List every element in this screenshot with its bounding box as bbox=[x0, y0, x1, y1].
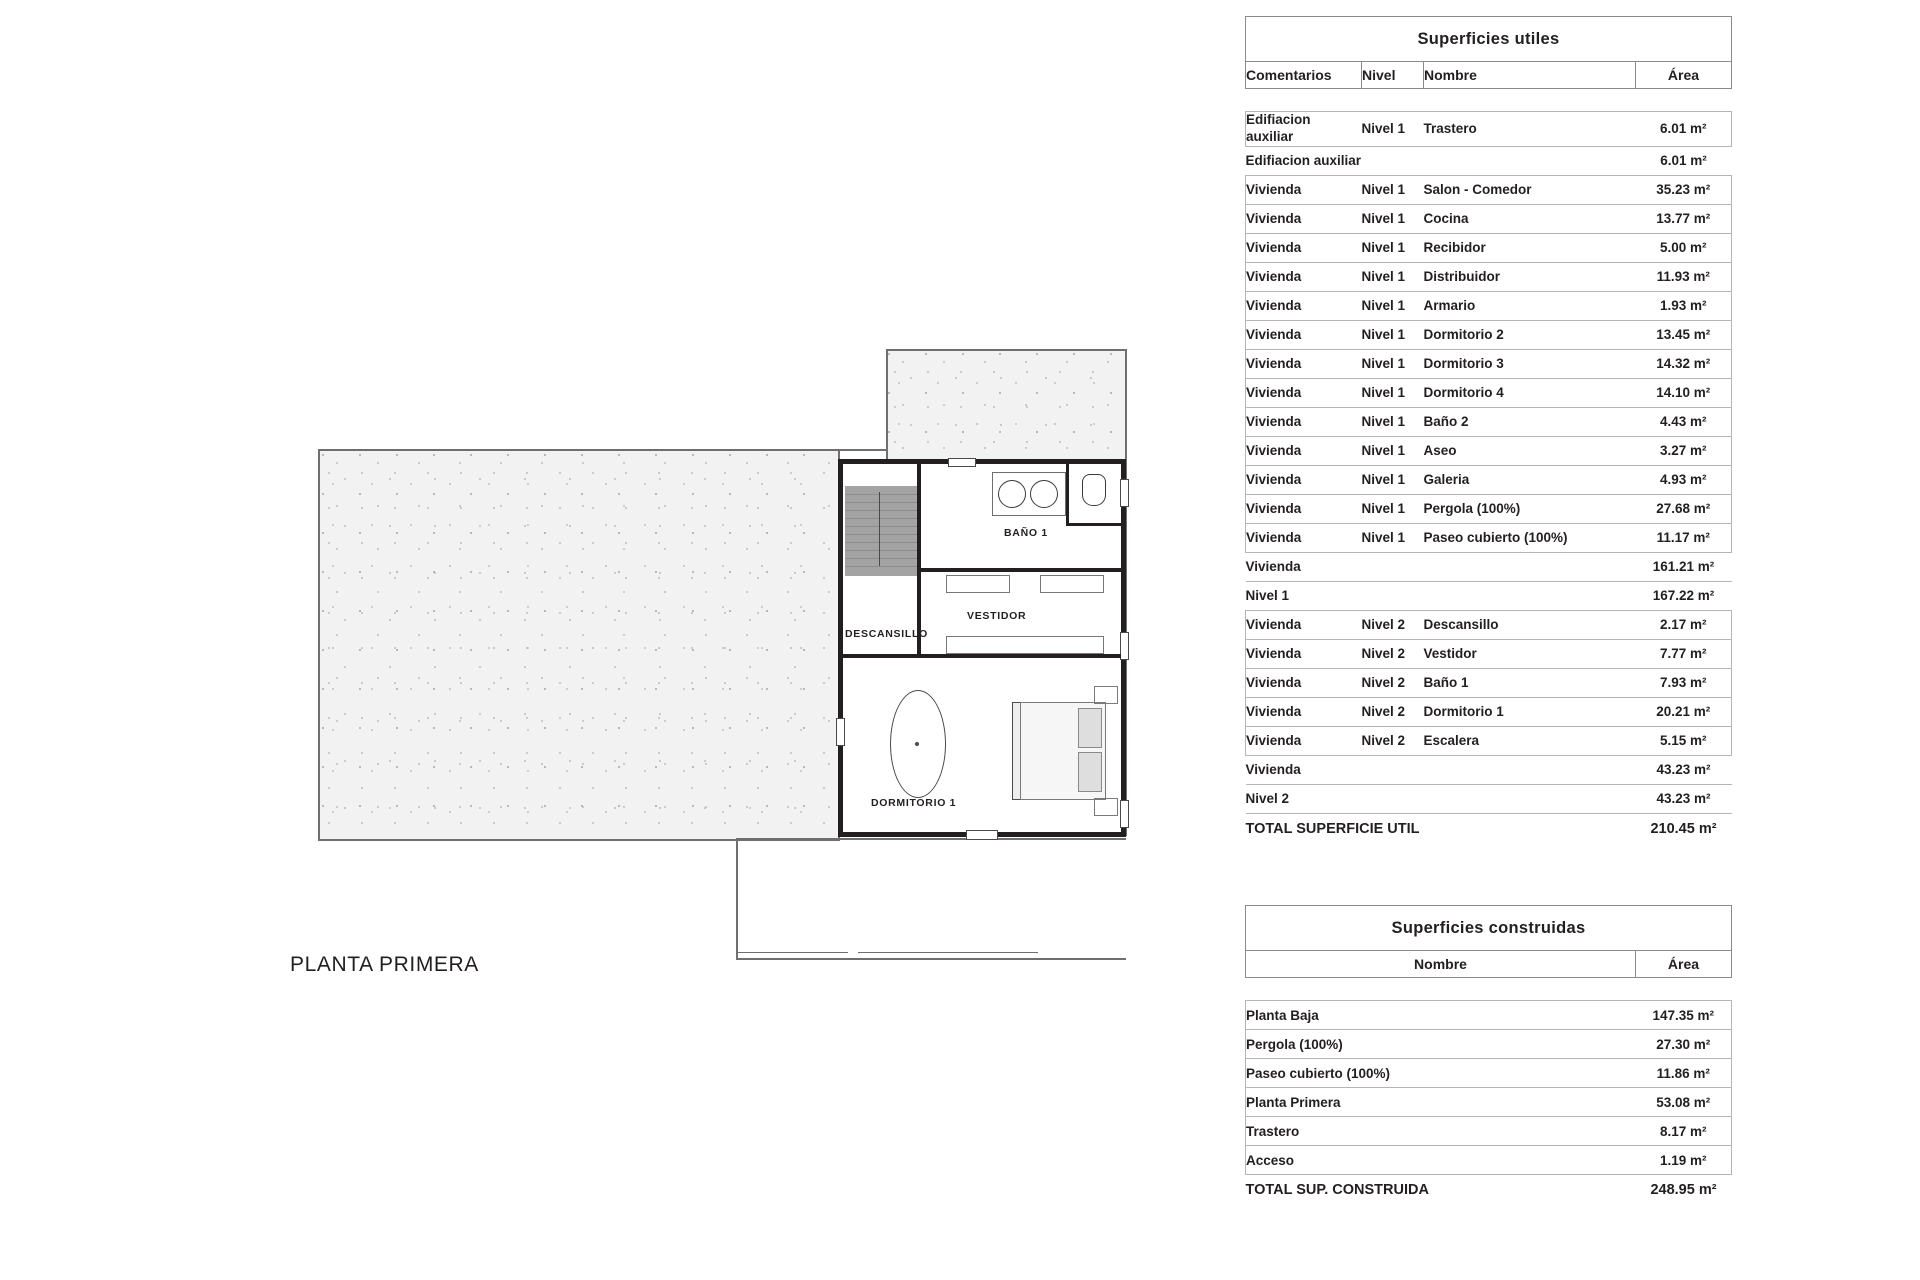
cell-nombre: Armario bbox=[1424, 291, 1636, 320]
terrace-hatch-main bbox=[320, 451, 840, 839]
cell-comentarios: Vivienda bbox=[1246, 668, 1362, 697]
wall-vestidor-bedroom bbox=[843, 654, 1121, 658]
nightstand bbox=[1094, 798, 1118, 816]
cell-nivel: Nivel 1 bbox=[1362, 291, 1424, 320]
cell-area: 2.17 m² bbox=[1636, 610, 1732, 639]
room-label-bano-1: BAÑO 1 bbox=[1004, 527, 1048, 539]
stair-arrow bbox=[879, 492, 880, 566]
closet-run-right bbox=[1040, 575, 1104, 593]
window-opening bbox=[948, 458, 976, 467]
table-subtotal-row bbox=[1246, 755, 1732, 784]
cell-subtotal-area: 43.23 m² bbox=[1636, 755, 1732, 784]
table-row bbox=[1246, 262, 1732, 291]
lower-block-inner-line-2 bbox=[858, 952, 1038, 953]
cell-nombre: Paseo cubierto (100%) bbox=[1246, 1059, 1636, 1088]
table-row bbox=[1246, 233, 1732, 262]
room-label-descansillo: DESCANSILLO bbox=[845, 628, 928, 640]
cell-nivel: Nivel 1 bbox=[1362, 175, 1424, 204]
cell-area: 20.21 m² bbox=[1636, 697, 1732, 726]
table-row bbox=[1246, 523, 1732, 552]
table-subtotal-row bbox=[1246, 552, 1732, 581]
stair-tread bbox=[845, 510, 917, 511]
window-opening bbox=[1120, 800, 1129, 828]
cell-nivel: Nivel 1 bbox=[1362, 349, 1424, 378]
cell-area: 11.86 m² bbox=[1636, 1059, 1732, 1088]
cell-nivel: Nivel 1 bbox=[1362, 112, 1424, 147]
terrace-outline-top bbox=[318, 449, 888, 451]
cell-area: 8.17 m² bbox=[1636, 1117, 1732, 1146]
table-row bbox=[1246, 1001, 1732, 1030]
cell-nombre: Trastero bbox=[1246, 1117, 1636, 1146]
plan-title: PLANTA PRIMERA bbox=[290, 953, 479, 976]
window-opening bbox=[836, 718, 845, 746]
cell-area: 27.68 m² bbox=[1636, 494, 1732, 523]
cell-subtotal-area: 167.22 m² bbox=[1636, 581, 1732, 610]
table-total-row bbox=[1246, 813, 1732, 844]
roof-outline-top bbox=[886, 349, 1127, 351]
cell-subtotal-area: 6.01 m² bbox=[1636, 146, 1732, 175]
cell-nivel: Nivel 1 bbox=[1362, 523, 1424, 552]
utiles-th-nivel: Nivel bbox=[1362, 62, 1424, 89]
cell-nivel: Nivel 1 bbox=[1362, 378, 1424, 407]
cell-comentarios: Vivienda bbox=[1246, 175, 1362, 204]
cell-subtotal-label: Nivel 1 bbox=[1246, 581, 1636, 610]
cell-area: 14.10 m² bbox=[1636, 378, 1732, 407]
table-total-row bbox=[1246, 1175, 1732, 1206]
closet-run-left bbox=[946, 575, 1010, 593]
landing-floor bbox=[845, 578, 917, 656]
utiles-header-row bbox=[1246, 62, 1732, 89]
wall-exterior-top bbox=[838, 459, 1126, 464]
cell-nombre: Baño 2 bbox=[1424, 407, 1636, 436]
cell-area: 3.27 m² bbox=[1636, 436, 1732, 465]
cell-area: 27.30 m² bbox=[1636, 1030, 1732, 1059]
oval-center-dot bbox=[915, 742, 919, 746]
cell-comentarios: Vivienda bbox=[1246, 465, 1362, 494]
utiles-title: Superficies utiles bbox=[1246, 17, 1732, 62]
cell-nivel: Nivel 2 bbox=[1362, 639, 1424, 668]
cell-nivel: Nivel 2 bbox=[1362, 726, 1424, 755]
cell-nivel: Nivel 2 bbox=[1362, 610, 1424, 639]
utiles-th-nombre: Nombre bbox=[1424, 62, 1636, 89]
cell-comentarios: Vivienda bbox=[1246, 494, 1362, 523]
cell-nivel: Nivel 1 bbox=[1362, 204, 1424, 233]
table-row bbox=[1246, 726, 1732, 755]
cell-total-label: TOTAL SUPERFICIE UTIL bbox=[1246, 813, 1636, 844]
cell-area: 11.17 m² bbox=[1636, 523, 1732, 552]
cell-comentarios: Vivienda bbox=[1246, 262, 1362, 291]
table-row bbox=[1246, 465, 1732, 494]
cell-nivel: Nivel 2 bbox=[1362, 697, 1424, 726]
superficies-construidas-table bbox=[1245, 905, 1732, 1205]
cell-subtotal-label: Nivel 2 bbox=[1246, 784, 1636, 813]
cell-comentarios: Edifiacion auxiliar bbox=[1246, 112, 1362, 147]
table-row bbox=[1246, 494, 1732, 523]
cell-nombre: Cocina bbox=[1424, 204, 1636, 233]
cell-nivel: Nivel 1 bbox=[1362, 262, 1424, 291]
cell-area: 4.93 m² bbox=[1636, 465, 1732, 494]
cell-area: 5.15 m² bbox=[1636, 726, 1732, 755]
cell-area: 7.77 m² bbox=[1636, 639, 1732, 668]
cell-nivel: Nivel 1 bbox=[1362, 407, 1424, 436]
pillow bbox=[1078, 752, 1102, 792]
stair-tread bbox=[845, 534, 917, 535]
cell-nombre: Escalera bbox=[1424, 726, 1636, 755]
cell-comentarios: Vivienda bbox=[1246, 320, 1362, 349]
table-subtotal-row bbox=[1246, 146, 1732, 175]
cell-area: 13.45 m² bbox=[1636, 320, 1732, 349]
lower-block-inner-line bbox=[738, 952, 848, 953]
cell-nombre: Dormitorio 2 bbox=[1424, 320, 1636, 349]
cell-nivel: Nivel 1 bbox=[1362, 320, 1424, 349]
room-label-dormitorio-1: DORMITORIO 1 bbox=[871, 797, 957, 809]
cell-subtotal-label: Vivienda bbox=[1246, 755, 1636, 784]
table-subtotal-row bbox=[1246, 581, 1732, 610]
construidas-title: Superficies construidas bbox=[1246, 906, 1732, 951]
cell-nombre: Acceso bbox=[1246, 1146, 1636, 1175]
cell-nombre: Planta Baja bbox=[1246, 1001, 1636, 1030]
table-row bbox=[1246, 1146, 1732, 1175]
cell-total-label: TOTAL SUP. CONSTRUIDA bbox=[1246, 1175, 1636, 1206]
stair-tread bbox=[845, 566, 917, 567]
door-opening bbox=[966, 830, 998, 840]
cell-area: 53.08 m² bbox=[1636, 1088, 1732, 1117]
cell-nombre: Galeria bbox=[1424, 465, 1636, 494]
cell-nombre: Aseo bbox=[1424, 436, 1636, 465]
cell-subtotal-label: Vivienda bbox=[1246, 552, 1636, 581]
lower-block-outline-left bbox=[736, 838, 738, 960]
cell-subtotal-area: 43.23 m² bbox=[1636, 784, 1732, 813]
superficies-utiles-panel bbox=[1245, 16, 1732, 844]
cell-comentarios: Vivienda bbox=[1246, 407, 1362, 436]
cell-area: 1.93 m² bbox=[1636, 291, 1732, 320]
cell-nombre: Baño 1 bbox=[1424, 668, 1636, 697]
closet-run-bottom bbox=[946, 636, 1104, 654]
cell-nivel: Nivel 1 bbox=[1362, 233, 1424, 262]
stair-tread bbox=[845, 526, 917, 527]
cell-nombre: Salon - Comedor bbox=[1424, 175, 1636, 204]
nightstand bbox=[1094, 686, 1118, 704]
toilet bbox=[1082, 474, 1106, 506]
stair-tread bbox=[845, 550, 917, 551]
cell-nombre: Dormitorio 1 bbox=[1424, 697, 1636, 726]
cell-subtotal-label: Edifiacion auxiliar bbox=[1246, 146, 1636, 175]
cell-comentarios: Vivienda bbox=[1246, 523, 1362, 552]
wall-bath-vestidor bbox=[917, 568, 1121, 572]
table-row bbox=[1246, 436, 1732, 465]
table-row bbox=[1246, 1117, 1732, 1146]
stair-tread bbox=[845, 542, 917, 543]
table-row bbox=[1246, 204, 1732, 233]
construidas-th-area: Área bbox=[1636, 951, 1732, 978]
window-opening bbox=[1120, 479, 1129, 507]
cell-area: 1.19 m² bbox=[1636, 1146, 1732, 1175]
table-row bbox=[1246, 378, 1732, 407]
cell-nombre: Distribuidor bbox=[1424, 262, 1636, 291]
cell-nombre: Recibidor bbox=[1424, 233, 1636, 262]
cell-comentarios: Vivienda bbox=[1246, 233, 1362, 262]
cell-comentarios: Vivienda bbox=[1246, 610, 1362, 639]
sink-counter bbox=[992, 472, 1066, 516]
stair-tread bbox=[845, 494, 917, 495]
wall-exterior-left bbox=[838, 459, 843, 837]
cell-area: 6.01 m² bbox=[1636, 112, 1732, 147]
cell-nombre: Descansillo bbox=[1424, 610, 1636, 639]
construidas-header-row bbox=[1246, 951, 1732, 978]
utiles-th-area: Área bbox=[1636, 62, 1732, 89]
stair-tread bbox=[845, 558, 917, 559]
cell-nombre: Dormitorio 3 bbox=[1424, 349, 1636, 378]
pillow bbox=[1078, 708, 1102, 748]
cell-nombre: Vestidor bbox=[1424, 639, 1636, 668]
cell-nivel: Nivel 1 bbox=[1362, 465, 1424, 494]
table-row bbox=[1246, 668, 1732, 697]
table-row bbox=[1246, 112, 1732, 147]
cell-area: 147.35 m² bbox=[1636, 1001, 1732, 1030]
table-row bbox=[1246, 1088, 1732, 1117]
cell-total-area: 210.45 m² bbox=[1636, 813, 1732, 844]
table-subtotal-row bbox=[1246, 784, 1732, 813]
table-row bbox=[1246, 320, 1732, 349]
construidas-th-nombre: Nombre bbox=[1246, 951, 1636, 978]
cell-comentarios: Vivienda bbox=[1246, 378, 1362, 407]
table-row bbox=[1246, 697, 1732, 726]
window-opening bbox=[1120, 632, 1129, 660]
cell-comentarios: Vivienda bbox=[1246, 204, 1362, 233]
cell-area: 11.93 m² bbox=[1636, 262, 1732, 291]
cell-comentarios: Vivienda bbox=[1246, 697, 1362, 726]
cell-nombre: Pergola (100%) bbox=[1246, 1030, 1636, 1059]
cell-comentarios: Vivienda bbox=[1246, 726, 1362, 755]
roof-outline-left-upper bbox=[886, 349, 888, 460]
cell-nombre: Trastero bbox=[1424, 112, 1636, 147]
stair-tread bbox=[845, 502, 917, 503]
lower-block-outline-bottom bbox=[736, 958, 1126, 960]
utiles-th-comentarios: Comentarios bbox=[1246, 62, 1362, 89]
cell-nombre: Planta Primera bbox=[1246, 1088, 1636, 1117]
cell-area: 13.77 m² bbox=[1636, 204, 1732, 233]
cell-nivel: Nivel 2 bbox=[1362, 668, 1424, 697]
cell-area: 14.32 m² bbox=[1636, 349, 1732, 378]
cell-comentarios: Vivienda bbox=[1246, 436, 1362, 465]
cell-comentarios: Vivienda bbox=[1246, 291, 1362, 320]
cell-area: 4.43 m² bbox=[1636, 407, 1732, 436]
table-row bbox=[1246, 291, 1732, 320]
superficies-utiles-table bbox=[1245, 16, 1732, 844]
table-row bbox=[1246, 610, 1732, 639]
cell-total-area: 248.95 m² bbox=[1636, 1175, 1732, 1206]
cell-subtotal-area: 161.21 m² bbox=[1636, 552, 1732, 581]
terrace-outline-left bbox=[318, 449, 320, 841]
table-row bbox=[1246, 175, 1732, 204]
cell-nombre: Paseo cubierto (100%) bbox=[1424, 523, 1636, 552]
stair-tread bbox=[845, 518, 917, 519]
table-row bbox=[1246, 1059, 1732, 1088]
cell-comentarios: Vivienda bbox=[1246, 349, 1362, 378]
cell-area: 5.00 m² bbox=[1636, 233, 1732, 262]
cell-comentarios: Vivienda bbox=[1246, 639, 1362, 668]
table-row bbox=[1246, 1030, 1732, 1059]
cell-nivel: Nivel 1 bbox=[1362, 436, 1424, 465]
cell-area: 7.93 m² bbox=[1636, 668, 1732, 697]
wall-bath-shower bbox=[1066, 463, 1069, 525]
wall-bath-shower-bottom bbox=[1066, 523, 1121, 526]
table-row bbox=[1246, 639, 1732, 668]
superficies-construidas-panel bbox=[1245, 905, 1732, 1205]
lower-block-outline-top bbox=[736, 838, 1126, 840]
table-row bbox=[1246, 349, 1732, 378]
stair-flight bbox=[845, 486, 917, 576]
cell-nivel: Nivel 1 bbox=[1362, 494, 1424, 523]
table-row bbox=[1246, 407, 1732, 436]
cell-nombre: Pergola (100%) bbox=[1424, 494, 1636, 523]
roof-hatch-upper bbox=[886, 350, 1126, 460]
cell-nombre: Dormitorio 4 bbox=[1424, 378, 1636, 407]
room-label-vestidor: VESTIDOR bbox=[967, 610, 1027, 622]
cell-area: 35.23 m² bbox=[1636, 175, 1732, 204]
